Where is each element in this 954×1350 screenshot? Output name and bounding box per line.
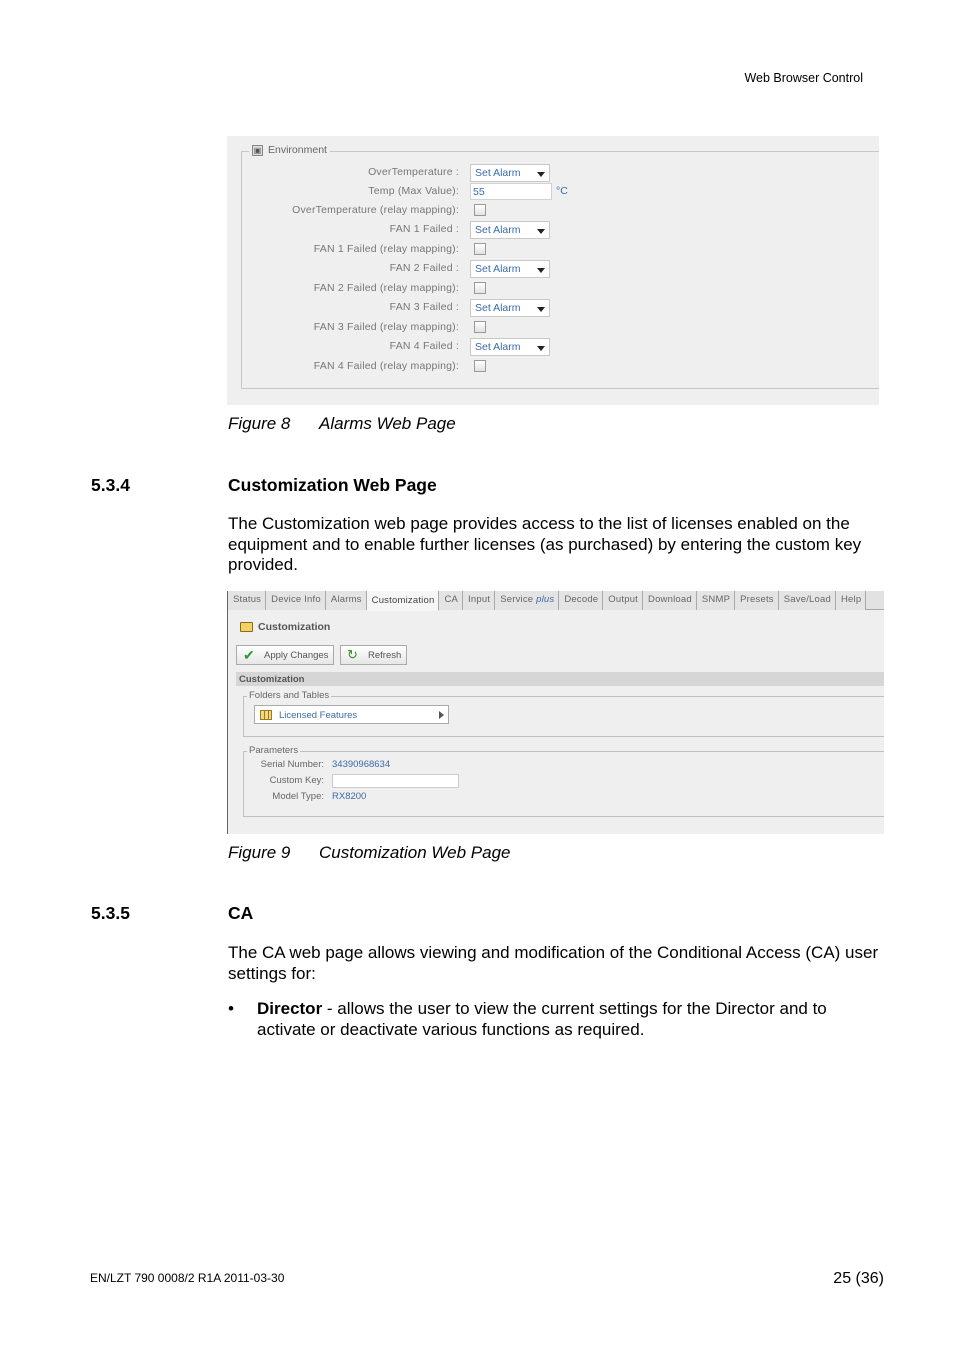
checkmark-icon: ✔ bbox=[243, 647, 255, 663]
temp-max-label: Temp (Max Value): bbox=[368, 185, 459, 197]
section-534-number: 5.3.4 bbox=[91, 475, 130, 495]
row-fan1-relay bbox=[242, 241, 642, 259]
folder-icon bbox=[240, 622, 253, 632]
environment-legend-label: Environment bbox=[268, 144, 327, 156]
overtemp-relay-label: OverTemperature (relay mapping): bbox=[292, 204, 459, 216]
doc-date: 2011-03-30 bbox=[223, 1271, 285, 1285]
tab-customization[interactable]: Customization bbox=[367, 591, 440, 611]
tab-alarms[interactable]: Alarms bbox=[326, 591, 367, 610]
page-number: 25 (36) bbox=[833, 1270, 884, 1287]
section-535-number: 5.3.5 bbox=[91, 903, 130, 923]
section-535-title: CA bbox=[228, 903, 254, 923]
doc-id: EN/LZT 790 0008/2 R1A bbox=[90, 1271, 221, 1285]
model-value: RX8200 bbox=[332, 791, 367, 802]
row-fan4 bbox=[242, 338, 642, 356]
tab-help[interactable]: Help bbox=[836, 591, 866, 610]
fan3-relay-label: FAN 3 Failed (relay mapping): bbox=[313, 321, 459, 333]
temp-unit: °C bbox=[556, 185, 568, 197]
licensed-features-label: Licensed Features bbox=[279, 710, 358, 721]
overtemp-relay-checkbox[interactable] bbox=[474, 204, 486, 216]
figure8-number: Figure 8 bbox=[228, 414, 291, 433]
bullet-director-text: - allows the user to view the current settings for the Director and to activate or deactivate various functions as required. bbox=[257, 999, 827, 1039]
bullet-director bbox=[257, 999, 877, 1040]
tab-presets[interactable]: Presets bbox=[735, 591, 779, 610]
overtemperature-select[interactable] bbox=[470, 164, 550, 182]
folders-fieldset bbox=[243, 690, 884, 737]
tab-output[interactable]: Output bbox=[603, 591, 643, 610]
serial-value: 34390968634 bbox=[332, 759, 391, 770]
figure8-title: Alarms Web Page bbox=[319, 414, 456, 433]
dropdown-arrow-icon bbox=[537, 346, 545, 351]
tab-status[interactable]: Status bbox=[228, 591, 266, 610]
parameters-legend: Parameters bbox=[249, 745, 299, 756]
row-overtemperature bbox=[242, 164, 642, 182]
row-fan3 bbox=[242, 299, 642, 317]
dropdown-arrow-icon bbox=[537, 268, 545, 273]
figure9-caption bbox=[228, 843, 511, 863]
fan4-select[interactable] bbox=[470, 338, 550, 356]
figure9-number: Figure 9 bbox=[228, 843, 291, 862]
section-header: Customization bbox=[236, 672, 884, 686]
fan4-select-value: Set Alarm bbox=[475, 341, 521, 353]
fan4-relay-checkbox[interactable] bbox=[474, 360, 486, 372]
fan2-relay-checkbox[interactable] bbox=[474, 282, 486, 294]
apply-changes-button[interactable] bbox=[236, 645, 334, 665]
fan2-label: FAN 2 Failed : bbox=[389, 262, 459, 274]
section-534-body: The Customization web page provides access to the list of licenses enabled on the equipment and to enable further licenses (as purchased) by entering the custom key provided. bbox=[228, 514, 862, 574]
licensed-features-item[interactable] bbox=[254, 705, 449, 724]
fan4-label: FAN 4 Failed : bbox=[389, 340, 459, 352]
row-fan2-relay bbox=[242, 280, 642, 298]
dropdown-arrow-icon bbox=[537, 229, 545, 234]
tab-service-plus-label: Service plus bbox=[500, 594, 555, 605]
dropdown-arrow-icon bbox=[537, 172, 545, 177]
fan1-label: FAN 1 Failed : bbox=[389, 223, 459, 235]
tab-download[interactable]: Download bbox=[643, 591, 697, 610]
row-fan2 bbox=[242, 260, 642, 278]
refresh-button[interactable] bbox=[340, 645, 407, 665]
row-fan1 bbox=[242, 221, 642, 239]
expand-arrow-icon bbox=[439, 711, 444, 719]
folders-legend: Folders and Tables bbox=[249, 690, 330, 701]
row-overtemp-relay bbox=[242, 202, 642, 220]
tab-snmp[interactable]: SNMP bbox=[697, 591, 735, 610]
tab-service-plus[interactable] bbox=[495, 591, 559, 610]
fan4-relay-label: FAN 4 Failed (relay mapping): bbox=[313, 360, 459, 372]
refresh-icon: ↻ bbox=[347, 647, 358, 662]
figure9-title: Customization Web Page bbox=[319, 843, 511, 862]
fan2-relay-label: FAN 2 Failed (relay mapping): bbox=[313, 282, 459, 294]
fan3-select-value: Set Alarm bbox=[475, 302, 521, 314]
tab-decode[interactable]: Decode bbox=[559, 591, 603, 610]
overtemperature-select-value: Set Alarm bbox=[475, 167, 521, 179]
dropdown-arrow-icon bbox=[537, 307, 545, 312]
tab-ca[interactable]: CA bbox=[439, 591, 463, 610]
apply-changes-label: Apply Changes bbox=[264, 650, 329, 661]
table-icon bbox=[260, 710, 272, 720]
fan1-relay-checkbox[interactable] bbox=[474, 243, 486, 255]
figure8-caption bbox=[228, 414, 456, 434]
refresh-label: Refresh bbox=[368, 650, 402, 661]
running-header: Web Browser Control bbox=[744, 71, 863, 85]
custom-key-row bbox=[244, 775, 324, 789]
fan2-select[interactable] bbox=[470, 260, 550, 278]
fan1-select[interactable] bbox=[470, 221, 550, 239]
tab-device-info[interactable]: Device Info bbox=[266, 591, 326, 610]
section-535-body: The CA web page allows viewing and modification of the Conditional Access (CA) user settings for: bbox=[228, 943, 879, 983]
fan3-relay-checkbox[interactable] bbox=[474, 321, 486, 333]
alarms-figure bbox=[227, 136, 879, 405]
overtemperature-label: OverTemperature : bbox=[368, 166, 459, 178]
temp-max-input[interactable]: 55 bbox=[470, 183, 552, 200]
fan1-relay-label: FAN 1 Failed (relay mapping): bbox=[313, 243, 459, 255]
model-label: Model Type: bbox=[272, 791, 324, 802]
bullet-director-term: Director bbox=[257, 999, 323, 1018]
model-row bbox=[244, 791, 324, 805]
parameters-fieldset bbox=[243, 745, 884, 817]
customization-figure bbox=[227, 591, 884, 834]
row-fan3-relay bbox=[242, 319, 642, 337]
section-534-title: Customization Web Page bbox=[228, 475, 437, 495]
serial-row bbox=[244, 759, 324, 773]
row-fan4-relay bbox=[242, 358, 642, 376]
tab-bar bbox=[228, 591, 884, 610]
row-temp-max bbox=[242, 183, 642, 201]
environment-legend bbox=[249, 144, 330, 156]
bullet-marker: • bbox=[228, 999, 234, 1018]
environment-fieldset bbox=[241, 144, 879, 389]
custom-key-label: Custom Key: bbox=[269, 775, 324, 786]
page-title-label: Customization bbox=[258, 621, 331, 633]
fan3-select[interactable] bbox=[470, 299, 550, 317]
page-title bbox=[240, 621, 330, 633]
tab-input[interactable]: Input bbox=[463, 591, 495, 610]
custom-key-input[interactable] bbox=[332, 774, 459, 788]
serial-label: Serial Number: bbox=[260, 759, 324, 770]
tab-save-load[interactable]: Save/Load bbox=[779, 591, 836, 610]
footer-doc-id bbox=[90, 1271, 284, 1285]
collapse-icon[interactable]: ▣ bbox=[253, 145, 262, 155]
fan1-select-value: Set Alarm bbox=[475, 224, 521, 236]
fan3-label: FAN 3 Failed : bbox=[389, 301, 459, 313]
fan2-select-value: Set Alarm bbox=[475, 263, 521, 275]
